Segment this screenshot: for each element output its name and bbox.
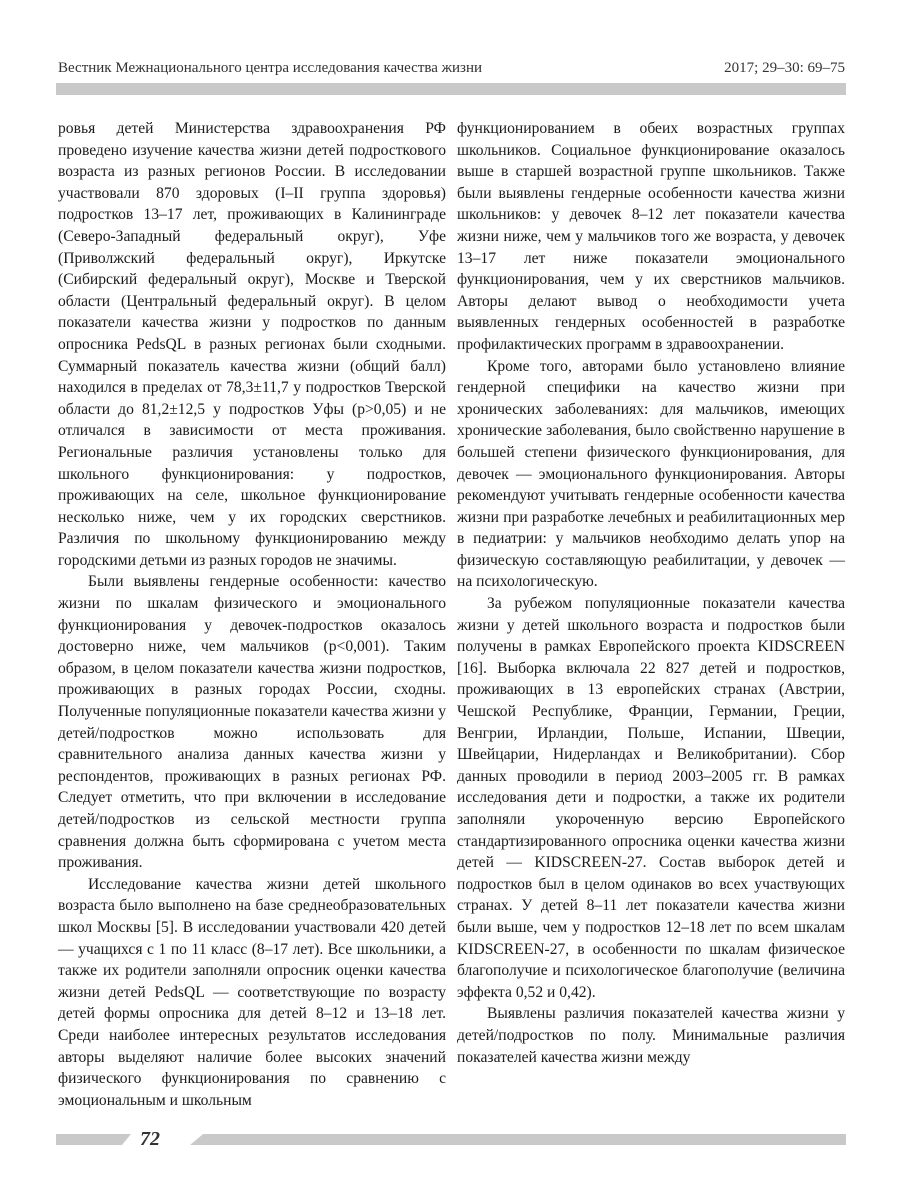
paragraph: Кроме того, авторами было установлено влияние гендерной специфики на качество жизни при хронических заболеваниях: для мальчиков, имеющих хронические заболевания, было свойственно нарушение в большей степени физического функционирования, для девочек — эмоционального функционирования. Авторы рекомендуют учитывать гендерные особенности качества жизни при разработке лечебных и реабилитационных мер в педиатрии: у мальчиков необходимо делать упор на физическую составляющую реабилитации, у девочек — на психологическую. (457, 357, 845, 591)
paragraph: ровья детей Министерства здравоохранения РФ проведено изучение качества жизни детей подросткового возраста из разных регионов России. В исследовании участвовали 870 здоровых (I–II группа здоровья) подростков 13–17 лет, проживающих в Калининграде (Северо-Западный федеральный округ), Уфе (Приволжский федеральный округ), Иркутске (Сибирский федеральный округ), Москве и Тверской области (Центральный федеральный округ). В целом показатели качества жизни у подростков по данным опросника PedsQL в разных регионах были сходными. Суммарный показатель качества жизни (общий балл) находился в пределах от 78,3±11,7 у подростков Тверской области до 81,2±12,5 у подростков Уфы (p>0,05) и не отличался в зависимости от места проживания. Региональные различия установлены только для школьного функционирования: у подростков, проживающих на селе, школьное функционирование несколько ниже, чем у их городских сверстников. Различия по школьному функционированию между городскими детьми из разных городов не значимы. (58, 120, 446, 569)
right-column (457, 118, 845, 1068)
paragraph: За рубежом популяционные показатели качества жизни у детей школьного возраста и подростков были получены в рамках Европейского проекта KIDSCREEN [16]. Выборка включала 22 827 детей и подростков, проживающих в 13 европейских странах (Австрии, Чешской Республике, Франции, Германии, Греции, Венгрии, Ирландии, Польше, Испании, Швеции, Швейцарии, Нидерландах и Великобритании). Сбор данных проводили в период 2003–2005 гг. В рамках исследования дети и подростки, а также их родители заполняли укороченную версию Европейского стандартизированного опросника оценки качества жизни детей — KIDSCREEN-27. Состав выборок детей и подростков был в целом одинаков во всех участвующих странах. У детей 8–11 лет показатели качества жизни были выше, чем у подростков 12–18 лет по всем шкалам KIDSCREEN-27, в особенности по шкалам физическое благополучие и психологическое благополучие (величина эффекта 0,52 и 0,42). (457, 595, 845, 1001)
issue-info: 2017; 29–30: 69–75 (724, 60, 845, 76)
footer-divider-left (56, 1134, 131, 1145)
header-divider (56, 83, 846, 95)
page-number: 72 (140, 1128, 160, 1150)
footer-divider-right (190, 1134, 846, 1145)
paragraph: функционированием в обеих возрастных группах школьников. Социальное функционирование оказалось выше в старшей возрастной группе школьников. Также были выявлены гендерные особенности качества жизни школьников: у девочек 8–12 лет показатели качества жизни ниже, чем у мальчиков того же возраста, у девочек 13–17 лет ниже показатели эмоционального функционирования, чем у их сверстников мальчиков. Авторы делают вывод о необходимости учета выявленных гендерных особенностей в разработке профилактических программ в здравоохранении. (457, 120, 845, 353)
paragraph: Исследование качества жизни детей школьного возраста было выполнено на базе среднеобразовательных школ Москвы [5]. В исследовании участвовали 420 детей — учащихся с 1 по 11 класс (8–17 лет). Все школьники, а также их родители заполняли опросник оценки качества жизни детей PedsQL — соответствующие по возрасту детей формы опросника для детей 8–12 и 13–18 лет. Среди наиболее интересных результатов исследования авторы выделяют наличие более высоких значений физического функционирования по сравнению с эмоциональным и школьным (58, 875, 446, 1109)
left-column (58, 118, 446, 1111)
paragraph: Были выявлены гендерные особенности: качество жизни по шкалам физического и эмоционального функционирования у девочек-подростков оказалось достоверно ниже, чем мальчиков (p<0,001). Таким образом, в целом показатели качества жизни подростков, проживающих в разных городах России, сходны. Полученные популяционные показатели качества жизни у детей/подростков можно использовать для сравнительного анализа данных качества жизни у респондентов, проживающих в разных регионах РФ. Следует отметить, что при включении в исследование детей/подростков из сельской местности группа сравнения должна быть сформирована с учетом места проживания. (58, 573, 446, 872)
journal-title: Вестник Межнационального центра исследования качества жизни (58, 60, 483, 76)
paragraph: Выявлены различия показателей качества жизни у детей/подростков по полу. Минимальные различия показателей качества жизни между (457, 1005, 845, 1066)
